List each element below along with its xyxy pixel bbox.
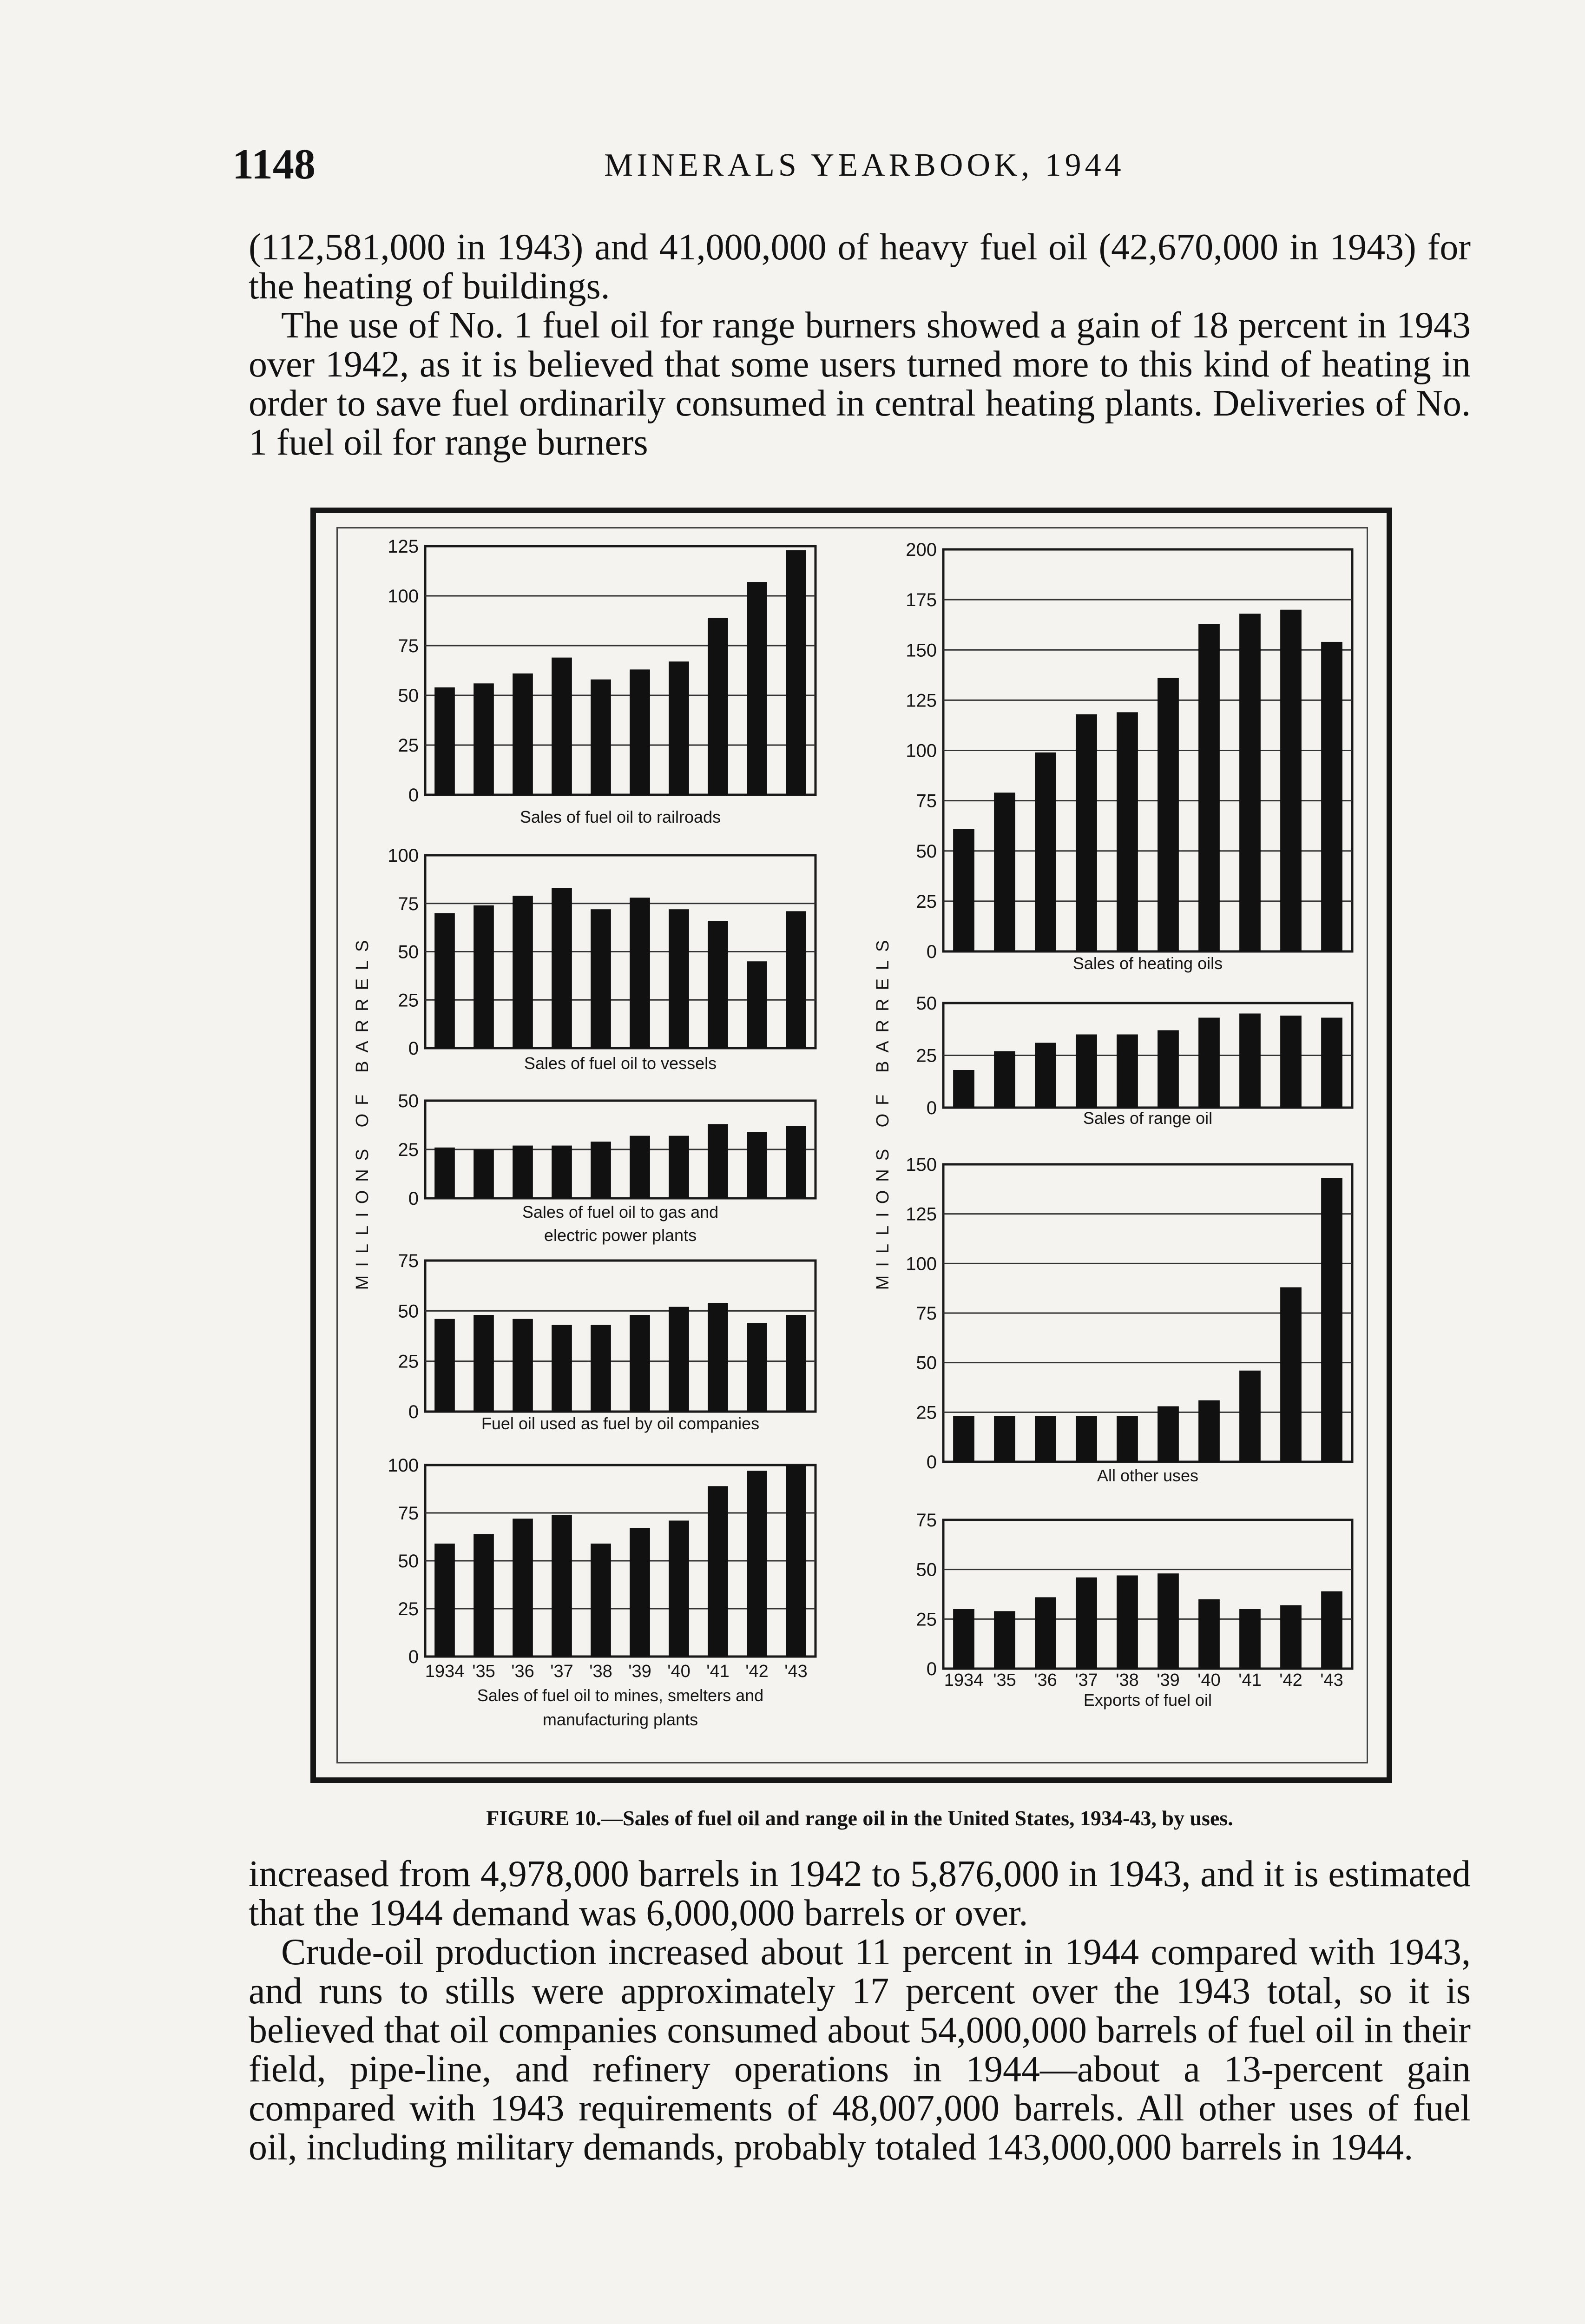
chart-panel-5: [388, 1455, 816, 1729]
x-tick-label: '42: [745, 1662, 769, 1681]
y-tick-label: 25: [398, 1599, 419, 1619]
panel-title: Sales of fuel oil to mines, smelters and: [477, 1686, 764, 1705]
y-tick-label: 200: [906, 540, 937, 560]
bar-1938: [1117, 712, 1138, 951]
bar-1935: [474, 905, 494, 1048]
y-tick-label: 0: [926, 1659, 937, 1679]
paragraph-1: (112,581,000 in 1943) and 41,000,000 of heavy fuel oil (42,670,000 in 1943) for the heating of buildings.: [249, 227, 1471, 307]
x-tick-label: '41: [1238, 1670, 1262, 1690]
bar-1935: [994, 1416, 1015, 1462]
y-tick-label: 75: [398, 1251, 419, 1271]
bar-1937: [552, 888, 572, 1048]
bar-1940: [669, 1520, 689, 1657]
x-tick-label: '38: [589, 1662, 612, 1681]
chart-panel-9: [916, 1510, 1353, 1710]
y-tick-label: 150: [906, 1155, 937, 1175]
bar-1936: [1035, 753, 1056, 951]
bar-1938: [591, 1325, 611, 1412]
x-tick-label: '43: [784, 1662, 808, 1681]
bar-1934: [434, 913, 455, 1049]
bar-1941: [1239, 1014, 1261, 1108]
panel-title: Sales of fuel oil to gas and: [522, 1202, 719, 1221]
bar-1936: [513, 1146, 533, 1198]
bar-1934: [953, 1416, 974, 1462]
panel-title: Sales of fuel oil to railroads: [520, 807, 721, 826]
y-tick-label: 75: [398, 636, 419, 656]
bar-1939: [1158, 678, 1179, 951]
bar-1939: [1158, 1573, 1179, 1669]
bar-1934: [953, 829, 974, 951]
chart-panel-3: [398, 1091, 816, 1245]
y-tick-label: 25: [916, 891, 937, 912]
y-tick-label: 50: [398, 686, 419, 706]
y-tick-label: 125: [906, 690, 937, 711]
y-tick-label: 25: [916, 1045, 937, 1066]
chart-panel-2: [388, 845, 816, 1073]
right-axis-label: MILLIONS OF BARRELS: [873, 931, 893, 1290]
x-tick-label: 1934: [944, 1670, 984, 1690]
bar-1934: [434, 1148, 455, 1198]
y-tick-label: 25: [398, 1140, 419, 1160]
bar-1941: [1239, 614, 1261, 951]
bar-1939: [630, 669, 650, 795]
bar-1938: [1117, 1575, 1138, 1669]
chart-panel-6: [906, 540, 1352, 973]
bar-1942: [1280, 1016, 1302, 1108]
bar-1936: [513, 1319, 533, 1412]
bar-1937: [552, 658, 572, 795]
y-tick-label: 75: [916, 791, 937, 812]
y-tick-label: 25: [398, 1351, 419, 1372]
y-tick-label: 50: [916, 1353, 937, 1373]
bar-1934: [434, 1544, 455, 1657]
x-tick-label: '40: [1197, 1670, 1221, 1690]
bar-1939: [630, 898, 650, 1048]
bar-1941: [708, 1124, 728, 1198]
bar-1942: [1280, 1605, 1302, 1669]
bar-1936: [513, 896, 533, 1048]
y-tick-label: 125: [906, 1204, 937, 1225]
bar-1943: [1321, 1591, 1342, 1669]
bar-1941: [708, 1303, 728, 1412]
y-tick-label: 100: [906, 1254, 937, 1274]
x-tick-label: '36: [511, 1662, 534, 1681]
bar-1939: [1158, 1406, 1179, 1462]
bar-1941: [708, 1486, 728, 1657]
bar-1941: [708, 921, 728, 1048]
bar-1943: [1321, 642, 1342, 951]
bar-1939: [630, 1528, 650, 1657]
x-tick-label: '37: [1075, 1670, 1098, 1690]
paragraph-3: increased from 4,978,000 barrels in 1942 to 5,876,000 in 1943, and it is estimated that the 1944 demand was 6,000,000 barrels or over.: [249, 1854, 1471, 1934]
bar-1943: [786, 1126, 806, 1198]
bar-1937: [1076, 1578, 1097, 1669]
y-tick-label: 25: [916, 1609, 937, 1630]
bar-1939: [1158, 1030, 1179, 1108]
bar-1943: [786, 550, 806, 795]
bar-1942: [747, 582, 767, 795]
x-tick-label: '42: [1279, 1670, 1302, 1690]
y-tick-label: 0: [408, 785, 419, 805]
left-axis-label: MILLIONS OF BARRELS: [353, 931, 372, 1290]
y-tick-label: 0: [408, 1188, 419, 1209]
figure-caption: FIGURE 10.—Sales of fuel oil and range oil in the United States, 1934-43, by uses.: [486, 1806, 1233, 1830]
panel-title: electric power plants: [544, 1226, 697, 1245]
bar-1943: [786, 911, 806, 1048]
bar-1937: [1076, 1035, 1097, 1108]
x-tick-label: '43: [1320, 1670, 1343, 1690]
bar-1936: [1035, 1597, 1056, 1669]
x-tick-label: '39: [628, 1662, 651, 1681]
bar-1938: [591, 1142, 611, 1198]
panel-title: All other uses: [1097, 1466, 1199, 1485]
bar-1937: [1076, 714, 1097, 951]
bar-1943: [786, 1315, 806, 1412]
y-tick-label: 25: [398, 735, 419, 756]
bar-1935: [474, 1534, 494, 1657]
bar-1940: [1198, 1599, 1220, 1669]
bar-1942: [1280, 610, 1302, 951]
x-tick-label: '40: [667, 1662, 691, 1681]
x-tick-label: '38: [1116, 1670, 1139, 1690]
bar-1935: [474, 1315, 494, 1412]
y-tick-label: 0: [408, 1038, 419, 1059]
y-tick-label: 50: [398, 1551, 419, 1571]
bar-1938: [591, 909, 611, 1048]
panel-title: Fuel oil used as fuel by oil companies: [481, 1414, 760, 1433]
bar-1938: [591, 680, 611, 795]
chart-panel-7: [916, 993, 1353, 1128]
y-tick-label: 75: [916, 1510, 937, 1531]
bar-1935: [994, 1051, 1015, 1108]
x-tick-label: '35: [993, 1670, 1016, 1690]
bar-1943: [1321, 1018, 1342, 1108]
y-tick-label: 100: [388, 586, 419, 607]
x-tick-label: '39: [1157, 1670, 1180, 1690]
y-tick-label: 0: [926, 1452, 937, 1472]
y-tick-label: 75: [916, 1303, 937, 1324]
y-tick-label: 150: [906, 640, 937, 661]
y-tick-label: 50: [398, 1091, 419, 1111]
y-tick-label: 100: [388, 1455, 419, 1476]
y-tick-label: 0: [408, 1647, 419, 1667]
bar-1939: [630, 1136, 650, 1198]
bar-1937: [552, 1146, 572, 1198]
x-tick-label: '37: [550, 1662, 573, 1681]
bar-1936: [513, 1519, 533, 1657]
chart-panel-1: [388, 536, 816, 826]
bar-1942: [747, 961, 767, 1048]
bar-1935: [994, 792, 1015, 951]
panel-title: manufacturing plants: [542, 1710, 698, 1729]
bar-1941: [708, 618, 728, 795]
page-number: 1148: [232, 140, 316, 188]
x-tick-label: 1934: [425, 1662, 465, 1681]
bar-1941: [1239, 1609, 1261, 1669]
y-tick-label: 0: [926, 942, 937, 962]
bar-1934: [953, 1070, 974, 1108]
bar-1940: [669, 661, 689, 795]
y-tick-label: 75: [398, 893, 419, 914]
y-tick-label: 0: [926, 1098, 937, 1118]
y-tick-label: 50: [916, 841, 937, 862]
y-tick-label: 25: [916, 1402, 937, 1423]
chart-panel-8: [906, 1155, 1352, 1485]
bar-1940: [1198, 624, 1220, 951]
bar-1935: [994, 1611, 1015, 1669]
bar-1936: [513, 673, 533, 795]
panel-title: Sales of fuel oil to vessels: [524, 1054, 717, 1073]
y-tick-label: 0: [408, 1402, 419, 1422]
bar-1940: [669, 909, 689, 1048]
bar-1940: [1198, 1400, 1220, 1462]
bar-1943: [786, 1465, 806, 1657]
bar-1942: [1280, 1287, 1302, 1462]
panel-title: Exports of fuel oil: [1083, 1690, 1212, 1710]
x-tick-label: '41: [706, 1662, 730, 1681]
bar-1935: [474, 683, 494, 795]
bar-1936: [1035, 1043, 1056, 1108]
x-tick-label: '36: [1034, 1670, 1057, 1690]
bar-1934: [953, 1609, 974, 1669]
bar-1934: [434, 687, 455, 795]
paragraph-2: The use of No. 1 fuel oil for range burners showed a gain of 18 percent in 1943 over 1942, as it is believed that some users turned more to this kind of heating in order to save fuel ordinarily consumed in central heating plants. Deliveries of No. 1 fuel oil for range burners: [249, 305, 1471, 463]
bar-1943: [1321, 1178, 1342, 1462]
y-tick-label: 125: [388, 536, 419, 557]
bar-1938: [591, 1544, 611, 1657]
bar-1940: [669, 1307, 689, 1412]
bar-1941: [1239, 1371, 1261, 1462]
y-tick-label: 175: [906, 590, 937, 611]
panel-title: Sales of heating oils: [1072, 954, 1223, 973]
y-tick-label: 50: [398, 942, 419, 963]
bar-1942: [747, 1323, 767, 1412]
bar-1937: [552, 1515, 572, 1657]
paragraph-4: Crude-oil production increased about 11 percent in 1944 compared with 1943, and runs to stills were approximately 17 percent over the 1943 total, so it is believed that oil companies consumed about 54,000,000 barrels of fuel oil in their field, pipe-line, and refinery operations in 1944—about a 13-percent gain compared with 1943 requirements of 48,007,000 barrels. All other uses of fuel oil, including military demands, probably totaled 143,000,000 barrels in 1944.: [249, 1932, 1471, 2168]
bar-1934: [434, 1319, 455, 1412]
y-tick-label: 25: [398, 990, 419, 1011]
bar-1938: [1117, 1416, 1138, 1462]
running-title: MINERALS YEARBOOK, 1944: [604, 147, 1125, 183]
bar-1936: [1035, 1416, 1056, 1462]
y-tick-label: 50: [916, 1559, 937, 1580]
bar-1940: [1198, 1018, 1220, 1108]
bar-1938: [1117, 1035, 1138, 1108]
bar-1939: [630, 1315, 650, 1412]
y-tick-label: 100: [388, 845, 419, 866]
bar-1935: [474, 1149, 494, 1198]
bar-1940: [669, 1136, 689, 1198]
y-tick-label: 75: [398, 1503, 419, 1524]
bar-1942: [747, 1132, 767, 1198]
bar-1942: [747, 1471, 767, 1657]
bar-1937: [1076, 1416, 1097, 1462]
y-tick-label: 50: [916, 993, 937, 1014]
panel-title: Sales of range oil: [1083, 1109, 1213, 1128]
chart-panel-4: [398, 1251, 816, 1433]
x-tick-label: '35: [472, 1662, 495, 1681]
y-tick-label: 100: [906, 740, 937, 761]
y-tick-label: 50: [398, 1301, 419, 1322]
bar-1937: [552, 1325, 572, 1412]
